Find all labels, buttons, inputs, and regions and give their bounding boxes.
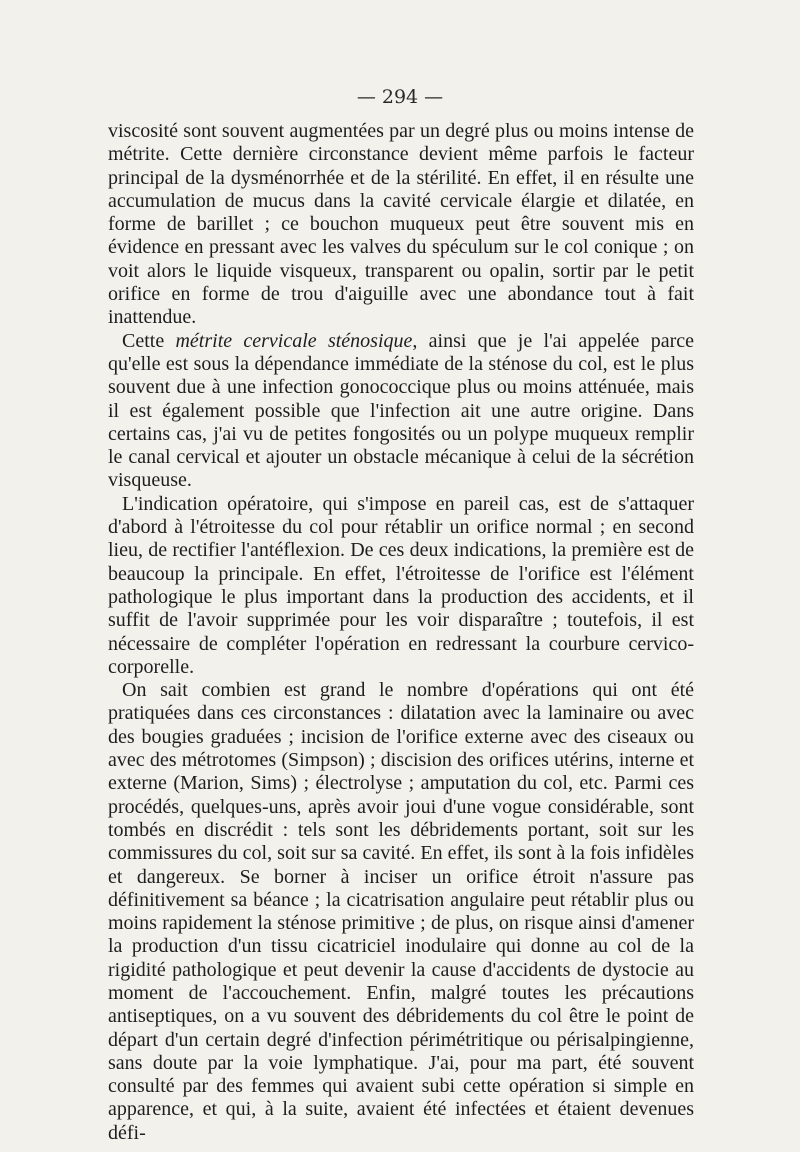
- paragraph-4: On sait combien est grand le nombre d'opérations qui ont été pratiquées dans ces circonstances : dilatation avec la laminaire ou avec des bougies graduées ; incision de l'orifice externe avec des ciseaux ou avec des métrotomes (Simpson) ; discision des orifices utérins, interne et externe (Marion, Sims) ; électrolyse ; amputation du col, etc. Parmi ces procédés, quelques-uns, après avoir joui d'une vogue considérable, sont tombés en discrédit : tels sont les débridements portant, soit sur les commissures du col, soit sur sa cavité. En effet, ils sont à la fois infidèles et dangereux. Se borner à inciser un orifice étroit n'assure pas définitivement sa béance ; la cicatrisation angulaire peut rétablir plus ou moins rapidement la sténose primitive ; de plus, on risque ainsi d'amener la production d'un tissu cicatriciel inodulaire qui donne au col de la rigidité pathologique et peut devenir la cause d'accidents de dystocie au moment de l'accouchement. Enfin, malgré toutes les précautions antiseptiques, on a vu souvent des débridements du col être le point de départ d'un certain degré d'infection périmétritique ou périsalpingienne, sans doute par la voie lymphatique. J'ai, pour ma part, été souvent consulté par des femmes qui avaient subi cette opération si simple en apparence, et qui, à la suite, avaient été infectées et étaient devenues défi-: [108, 679, 694, 1144]
- paragraph-2: [108, 330, 694, 493]
- page-number: — 294 —: [356, 86, 444, 108]
- paragraph-2-rest: , ainsi que je l'ai appelée parce qu'elle est sous la dépendance immédiate de la sténose du col, est le plus souvent due à une infection gonococcique plus ou moins atténuée, mais il est également possible que l'infection ait une autre origine. Dans certains cas, j'ai vu de petites fongosités ou un polype muqueux remplir le canal cervical et ajouter un obstacle mécanique à celui de la sécrétion visqueuse.: [108, 329, 694, 492]
- paragraph-3: L'indication opératoire, qui s'impose en pareil cas, est de s'attaquer d'abord à l'étroitesse du col pour rétablir un orifice normal ; en second lieu, de rectifier l'antéflexion. De ces deux indications, la première est de beaucoup la principale. En effet, l'étroitesse de l'orifice est l'élément pathologique le plus important dans la production des accidents, et il suffit de l'avoir supprimée pour les voir disparaître ; toutefois, il est nécessaire de compléter l'opération en redressant la courbure cervico-corporelle.: [108, 492, 694, 678]
- paragraph-1: viscosité sont souvent augmentées par un degré plus ou moins intense de métrite. Cette dernière circonstance devient même parfois le facteur principal de la dysménorrhée et de la stérilité. En effet, il en résulte une accumulation de mucus dans la cavité cervicale élargie et dilatée, en forme de barillet ; ce bouchon muqueux peut être souvent mis en évidence en pressant avec les valves du spéculum sur le col conique ; on voit alors le liquide visqueux, transparent ou opalin, sortir par le petit orifice en forme de trou d'aiguille avec une abondance tout à fait inattendue.: [108, 120, 694, 329]
- paragraph-2-lead: Cette: [122, 329, 176, 352]
- paragraph-2-emphasis: métrite cervicale sténosique: [175, 329, 413, 352]
- body-text: [108, 120, 694, 1145]
